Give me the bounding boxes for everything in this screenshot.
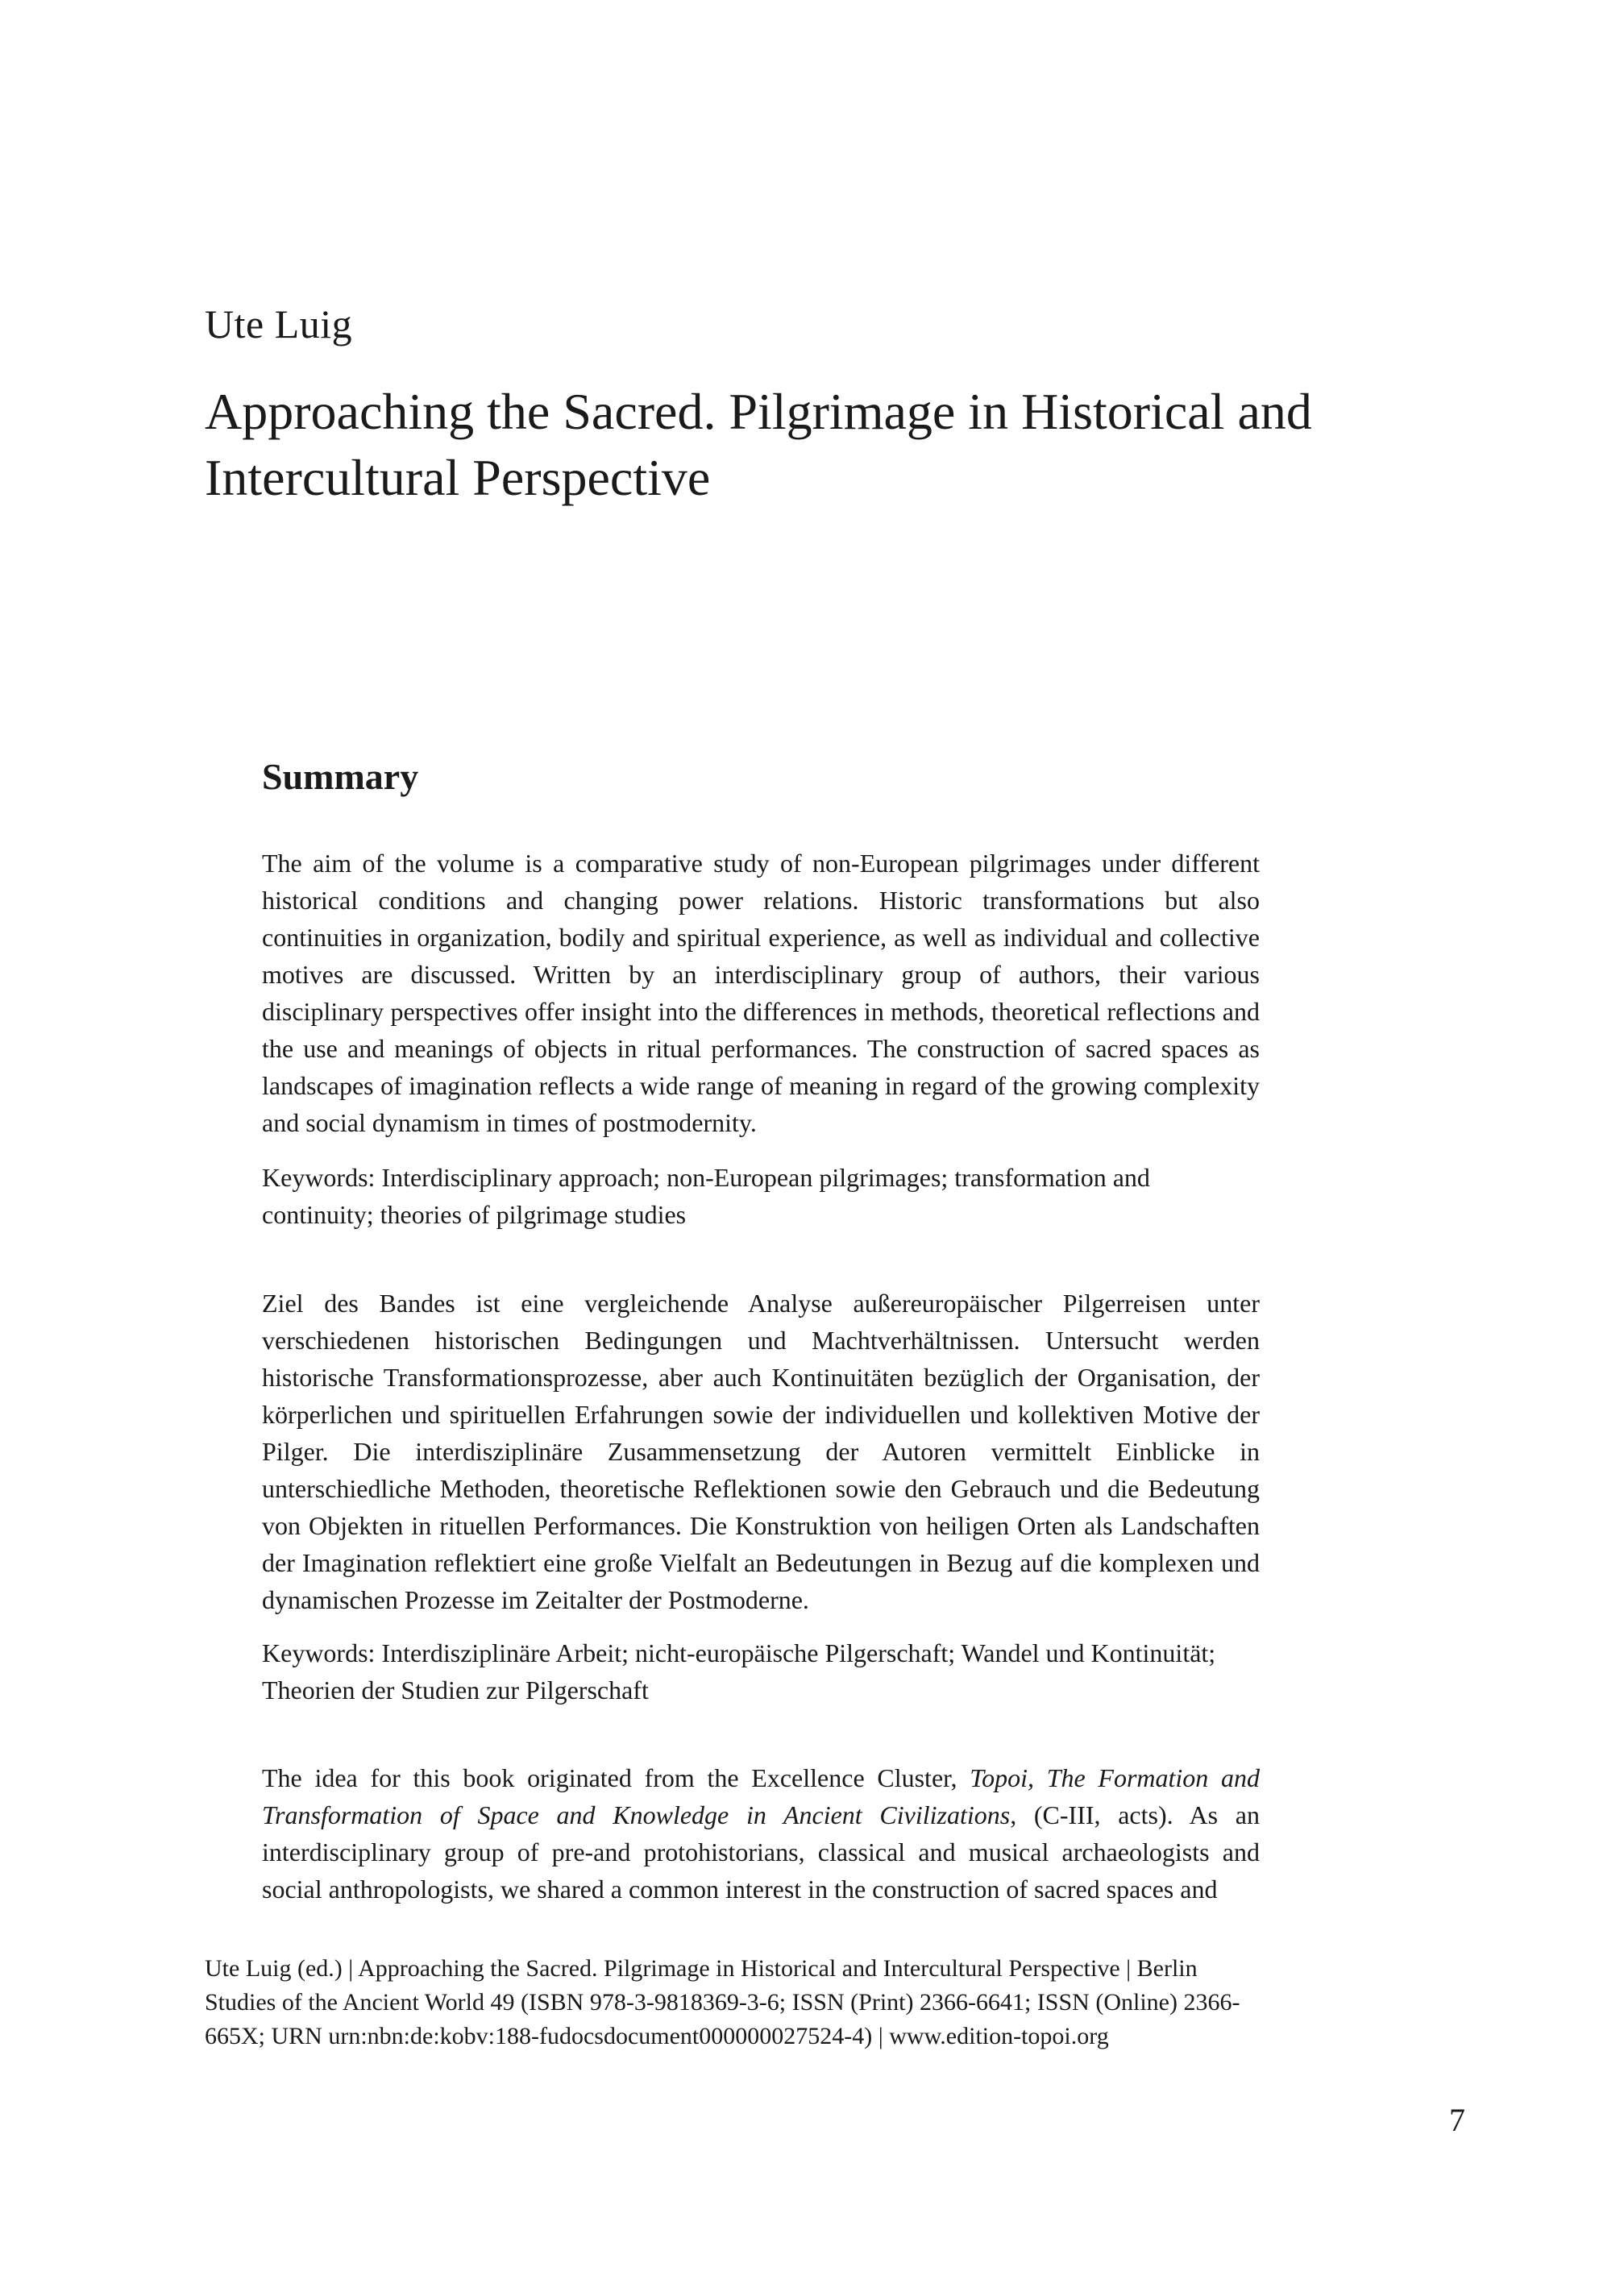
- intro-paragraph: [262, 1759, 1260, 1908]
- intro-cluster-name: Topoi, The Formation and Transformation of Space and Knowledge in Ancient Civilizations: [262, 1763, 1261, 1829]
- keywords-german: Keywords: Interdisziplinäre Arbeit; nicht-europäische Pilgerschaft; Wandel und Kontinuität; Theorien der Studien zur Pilgerschaft: [262, 1638, 1216, 1704]
- summary-english: The aim of the volume is a comparative study of non-European pilgrimages under different historical conditions and changing power relations. Historic transformations but also continuities in organization, bodily and spiritual experience, as well as individual and collective motives are discussed. Written by an interdisciplinary group of authors, their various disciplinary perspectives offer insight into the differences in methods, theoretical reflections and the use and meanings of objects in ritual performances. The construction of sacred spaces as landscapes of imagination reflects a wide range of meaning in regard of the growing complexity and social dynamism in times of postmodernity.: [262, 849, 1260, 1137]
- summary-german: Ziel des Bandes ist eine vergleichende Analyse außereuropäischer Pilgerreisen unter verschiedenen historischen Bedingungen und Machtverhältnissen. Untersucht werden historische Transformationsprozesse, aber auch Kontinuitäten bezüglich der Organisation, der körperlichen und spirituellen Erfahrungen sowie der individuellen und kollektiven Motive der Pilger. Die interdisziplinäre Zusammensetzung der Autoren vermittelt Einblicke in unterschiedliche Methoden, theoretische Reflektionen sowie den Gebrauch und die Bedeutung von Objekten in rituellen Performances. Die Konstruktion von heiligen Orten als Landschaften der Imagination reflektiert eine große Vielfalt an Bedeutungen in Bezug auf die komplexen und dynamischen Prozesse im Zeitalter der Postmoderne.: [262, 1289, 1260, 1614]
- summary-heading: Summary: [262, 756, 419, 797]
- page-number: 7: [1449, 2102, 1465, 2138]
- publication-footnote: Ute Luig (ed.) | Approaching the Sacred. Pilgrimage in Historical and Intercultural Perspective | Berlin Studies of the Ancient World 49 (ISBN 978-3-9818369-3-6; ISSN (Print) 2366-6641; ISSN (Online) 2366-665X; URN urn:nbn:de:kobv:188-fudocsdocument000000027524-4) | www.edition-topoi.org: [205, 1955, 1240, 2049]
- author-name: Ute Luig: [205, 301, 353, 347]
- intro-text-before: The idea for this book originated from the Excellence Cluster,: [262, 1763, 970, 1792]
- intro-text-after: , (C-III, acts). As an interdisciplinary group of pre-and protohistorians, classical and musical archaeologists and social anthropologists, we shared a common interest in the construction of sacred spaces and: [262, 1800, 1261, 1904]
- keywords-english: Keywords: Interdisciplinary approach; non-European pilgrimages; transformation and continuity; theories of pilgrimage studies: [262, 1163, 1150, 1229]
- chapter-title: Approaching the Sacred. Pilgrimage in Historical and Intercultural Perspective: [205, 383, 1312, 506]
